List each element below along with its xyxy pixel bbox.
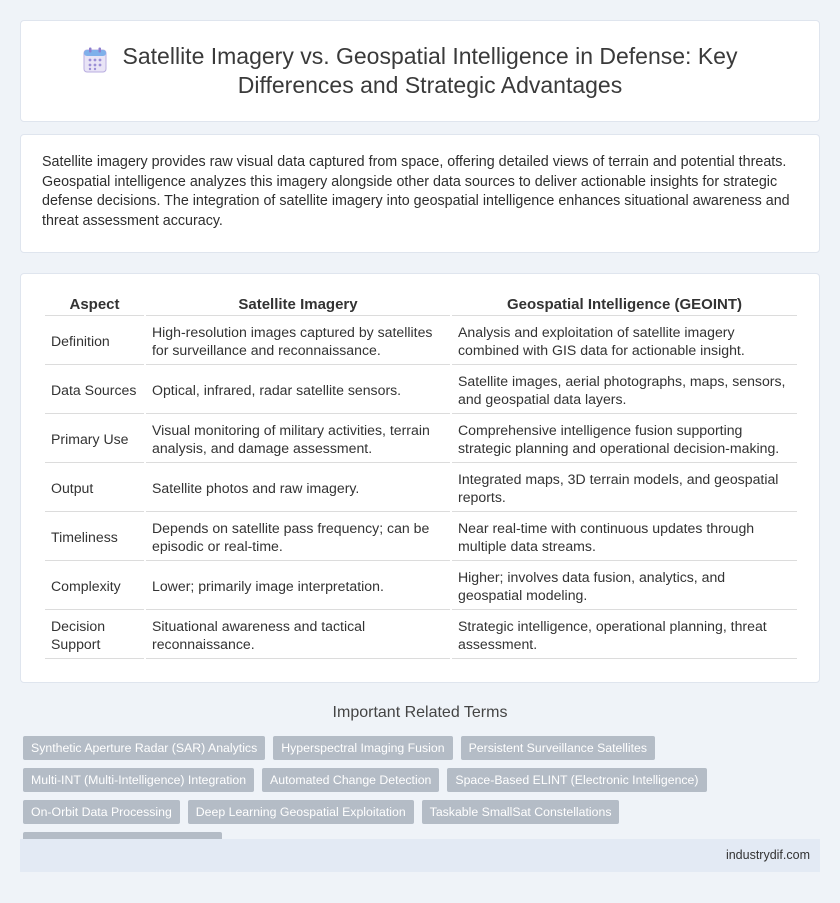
footer-site-link[interactable]: industrydif.com bbox=[725, 848, 810, 862]
aspect-cell: Definition bbox=[45, 318, 144, 365]
page-title: Satellite Imagery vs. Geospatial Intelligence in Defense: Key Differences and Strategic Advantages bbox=[122, 43, 738, 98]
title-card bbox=[20, 20, 820, 122]
geoint-cell: Strategic intelligence, operational planning, threat assessment. bbox=[452, 612, 797, 659]
table-row bbox=[45, 514, 797, 561]
related-term-tag[interactable]: Hyperspectral Imaging Fusion bbox=[273, 736, 452, 760]
aspect-cell: Primary Use bbox=[45, 416, 144, 463]
aspect-cell: Timeliness bbox=[45, 514, 144, 561]
table-row bbox=[45, 318, 797, 365]
footer bbox=[20, 839, 820, 872]
comparison-card bbox=[20, 273, 820, 683]
geoint-cell: Comprehensive intelligence fusion supporting strategic planning and operational decision-making. bbox=[452, 416, 797, 463]
geoint-cell: Higher; involves data fusion, analytics, and geospatial modeling. bbox=[452, 563, 797, 610]
geoint-cell: Satellite images, aerial photographs, maps, sensors, and geospatial data layers. bbox=[452, 367, 797, 414]
related-term-tag[interactable]: Deep Learning Geospatial Exploitation bbox=[188, 800, 414, 824]
related-term-tag[interactable]: Synthetic Aperture Radar (SAR) Analytics bbox=[23, 736, 265, 760]
satellite-cell: Situational awareness and tactical reconnaissance. bbox=[146, 612, 450, 659]
related-term-tag[interactable]: Persistent Surveillance Satellites bbox=[461, 736, 655, 760]
satellite-cell: Satellite photos and raw imagery. bbox=[146, 465, 450, 512]
header-aspect: Aspect bbox=[45, 294, 144, 316]
geoint-cell: Integrated maps, 3D terrain models, and geospatial reports. bbox=[452, 465, 797, 512]
header-geoint: Geospatial Intelligence (GEOINT) bbox=[452, 294, 797, 316]
table-row bbox=[45, 416, 797, 463]
related-term-tag[interactable]: Taskable SmallSat Constellations bbox=[422, 800, 620, 824]
table-header-row bbox=[45, 294, 797, 316]
satellite-cell: Depends on satellite pass frequency; can be episodic or real-time. bbox=[146, 514, 450, 561]
related-term-tag[interactable]: Multi-INT (Multi-Intelligence) Integration bbox=[23, 768, 254, 792]
satellite-cell: Lower; primarily image interpretation. bbox=[146, 563, 450, 610]
aspect-cell: Complexity bbox=[45, 563, 144, 610]
table-row bbox=[45, 612, 797, 659]
intro-paragraph: Satellite imagery provides raw visual data captured from space, offering detailed views of terrain and potential threats. Geospatial intelligence analyzes this imagery alongside other data sources to deliver actionable insights for strategic defense decisions. The integration of satellite imagery into geospatial intelligence enhances situational awareness and threat assessment accuracy. bbox=[42, 154, 790, 229]
related-terms-list bbox=[23, 736, 813, 856]
geoint-cell: Near real-time with continuous updates through multiple data streams. bbox=[452, 514, 797, 561]
header-satellite-imagery: Satellite Imagery bbox=[146, 294, 450, 316]
related-term-tag[interactable]: On-Orbit Data Processing bbox=[23, 800, 180, 824]
aspect-cell: Data Sources bbox=[45, 367, 144, 414]
table-row bbox=[45, 563, 797, 610]
related-term-tag[interactable]: Space-Based ELINT (Electronic Intelligence) bbox=[447, 768, 706, 792]
aspect-cell: Output bbox=[45, 465, 144, 512]
geoint-cell: Analysis and exploitation of satellite imagery combined with GIS data for actionable insight. bbox=[452, 318, 797, 365]
satellite-cell: High-resolution images captured by satellites for surveillance and reconnaissance. bbox=[146, 318, 450, 365]
related-term-tag[interactable]: Automated Change Detection bbox=[262, 768, 439, 792]
intro-card bbox=[20, 134, 820, 253]
satellite-cell: Optical, infrared, radar satellite sensors. bbox=[146, 367, 450, 414]
table-row bbox=[45, 367, 797, 414]
satellite-cell: Visual monitoring of military activities, terrain analysis, and damage assessment. bbox=[146, 416, 450, 463]
table-row bbox=[45, 465, 797, 512]
aspect-cell: Decision Support bbox=[45, 612, 144, 659]
related-terms-heading: Important Related Terms bbox=[332, 704, 508, 721]
comparison-table bbox=[43, 292, 799, 661]
